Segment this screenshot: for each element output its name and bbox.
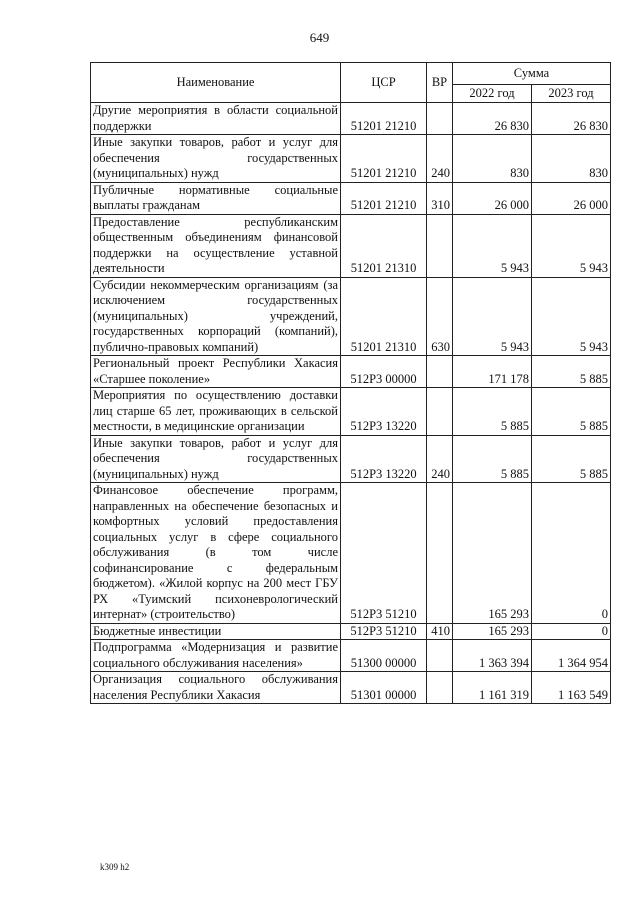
row-sum-2023: 5 943 bbox=[532, 214, 611, 277]
row-vr: 630 bbox=[427, 277, 453, 356]
row-sum-2023: 1 163 549 bbox=[532, 672, 611, 704]
row-sum-2023: 5 943 bbox=[532, 277, 611, 356]
row-csr: 51300 00000 bbox=[341, 640, 427, 672]
row-name: Субсидии некоммерческим организациям (за исключением государственных (муниципальных) учреждений, государственных корпораций (компаний), публично-правовых компаний) bbox=[91, 277, 341, 356]
page-number: 649 bbox=[309, 30, 330, 45]
row-sum-2023: 26 830 bbox=[532, 103, 611, 135]
row-csr: 512P3 13220 bbox=[341, 435, 427, 483]
table-row bbox=[91, 623, 611, 640]
row-name: Иные закупки товаров, работ и услуг для обеспечения государственных (муниципальных) нужд bbox=[91, 135, 341, 183]
row-vr: 240 bbox=[427, 435, 453, 483]
row-sum-2023: 0 bbox=[532, 623, 611, 640]
table-row bbox=[91, 277, 611, 356]
row-name: Иные закупки товаров, работ и услуг для обеспечения государственных (муниципальных) нужд bbox=[91, 435, 341, 483]
budget-table bbox=[90, 62, 611, 704]
header-sum: Сумма bbox=[453, 63, 611, 85]
row-sum-2022: 1 161 319 bbox=[453, 672, 532, 704]
row-csr: 512P3 51210 bbox=[341, 483, 427, 624]
header-vr: ВР bbox=[427, 63, 453, 103]
row-vr bbox=[427, 483, 453, 624]
row-csr: 51201 21310 bbox=[341, 214, 427, 277]
row-sum-2023: 830 bbox=[532, 135, 611, 183]
row-vr: 310 bbox=[427, 182, 453, 214]
row-vr bbox=[427, 388, 453, 436]
table-row bbox=[91, 388, 611, 436]
row-sum-2023: 0 bbox=[532, 483, 611, 624]
row-name: Организация социального обслуживания населения Республики Хакасия bbox=[91, 672, 341, 704]
row-name: Финансовое обеспечение программ, направленных на обеспечение безопасных и комфортных условий предоставления социальных услуг в сфере социального обслуживания (в том числе софинансирование с федеральным бюджетом). «Жилой корпус на 200 мест ГБУ РХ «Туимский психоневрологический интернат» (строительство) bbox=[91, 483, 341, 624]
row-sum-2022: 5 943 bbox=[453, 214, 532, 277]
row-vr: 240 bbox=[427, 135, 453, 183]
row-name: Региональный проект Республики Хакасия «Старшее поколение» bbox=[91, 356, 341, 388]
row-vr bbox=[427, 672, 453, 704]
row-sum-2022: 5 885 bbox=[453, 435, 532, 483]
table-row bbox=[91, 214, 611, 277]
header-name: Наименование bbox=[91, 63, 341, 103]
row-vr bbox=[427, 214, 453, 277]
row-csr: 51301 00000 bbox=[341, 672, 427, 704]
row-sum-2023: 5 885 bbox=[532, 356, 611, 388]
table-row bbox=[91, 640, 611, 672]
row-sum-2022: 165 293 bbox=[453, 483, 532, 624]
row-csr: 512P3 51210 bbox=[341, 623, 427, 640]
row-sum-2022: 5 885 bbox=[453, 388, 532, 436]
table-row bbox=[91, 135, 611, 183]
footer-code: k309 h2 bbox=[100, 862, 130, 872]
row-csr: 51201 21310 bbox=[341, 277, 427, 356]
header-year-2023: 2023 год bbox=[532, 85, 611, 103]
row-sum-2022: 26 000 bbox=[453, 182, 532, 214]
row-name: Публичные нормативные социальные выплаты гражданам bbox=[91, 182, 341, 214]
table-body bbox=[91, 103, 611, 704]
row-sum-2023: 5 885 bbox=[532, 435, 611, 483]
row-sum-2022: 5 943 bbox=[453, 277, 532, 356]
row-name: Мероприятия по осуществлению доставки лиц старше 65 лет, проживающих в сельской местности, в медицинские организации bbox=[91, 388, 341, 436]
row-sum-2022: 165 293 bbox=[453, 623, 532, 640]
row-csr: 51201 21210 bbox=[341, 182, 427, 214]
row-vr: 410 bbox=[427, 623, 453, 640]
row-sum-2023: 1 364 954 bbox=[532, 640, 611, 672]
table-row bbox=[91, 103, 611, 135]
row-name: Предоставление республиканским общественным объединениям финансовой поддержки на осуществление уставной деятельности bbox=[91, 214, 341, 277]
row-vr bbox=[427, 356, 453, 388]
row-sum-2023: 5 885 bbox=[532, 388, 611, 436]
row-name: Бюджетные инвестиции bbox=[91, 623, 341, 640]
row-name: Подпрограмма «Модернизация и развитие социального обслуживания населения» bbox=[91, 640, 341, 672]
row-csr: 512P3 00000 bbox=[341, 356, 427, 388]
row-vr bbox=[427, 103, 453, 135]
table-row bbox=[91, 672, 611, 704]
table-row bbox=[91, 356, 611, 388]
row-csr: 51201 21210 bbox=[341, 135, 427, 183]
table-row bbox=[91, 435, 611, 483]
header-year-2022: 2022 год bbox=[453, 85, 532, 103]
row-name: Другие мероприятия в области социальной поддержки bbox=[91, 103, 341, 135]
row-csr: 512P3 13220 bbox=[341, 388, 427, 436]
row-sum-2022: 1 363 394 bbox=[453, 640, 532, 672]
row-sum-2022: 171 178 bbox=[453, 356, 532, 388]
row-vr bbox=[427, 640, 453, 672]
table-row bbox=[91, 182, 611, 214]
row-csr: 51201 21210 bbox=[341, 103, 427, 135]
row-sum-2023: 26 000 bbox=[532, 182, 611, 214]
table-header bbox=[91, 63, 611, 103]
header-csr: ЦСР bbox=[341, 63, 427, 103]
row-sum-2022: 26 830 bbox=[453, 103, 532, 135]
row-sum-2022: 830 bbox=[453, 135, 532, 183]
table-row bbox=[91, 483, 611, 624]
